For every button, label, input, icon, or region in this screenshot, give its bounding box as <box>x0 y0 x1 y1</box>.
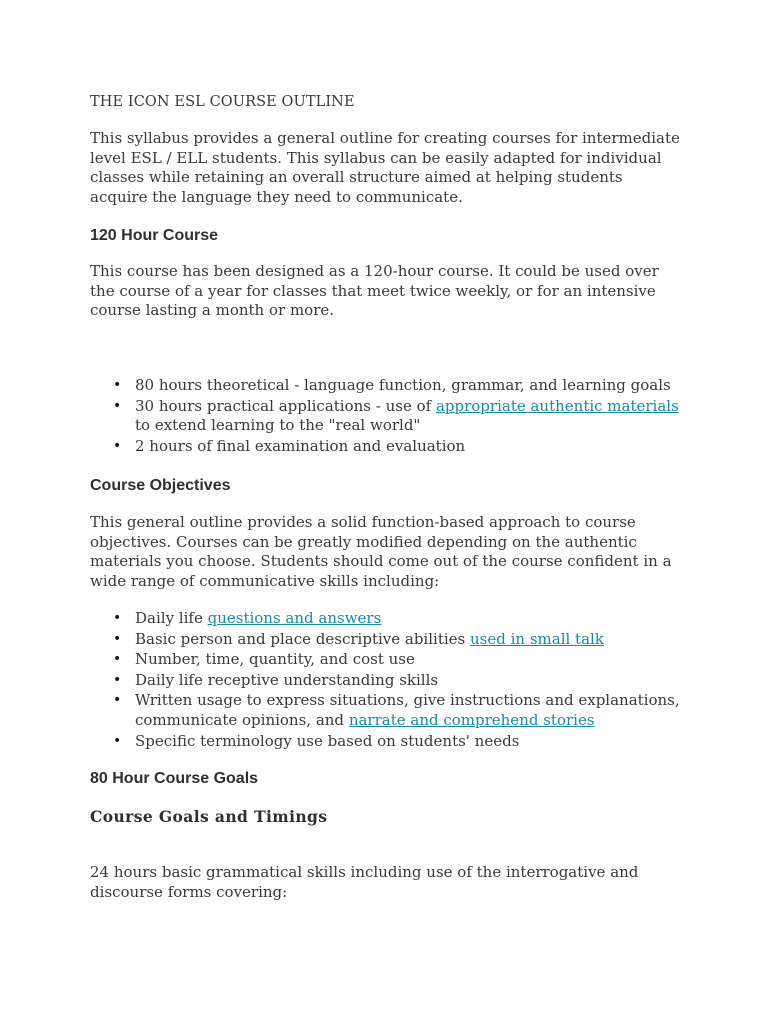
list-item-text: Basic person and place descriptive abilities <box>135 629 470 648</box>
list-item-text: Number, time, quantity, and cost use <box>135 650 415 669</box>
used-in-small-talk-link[interactable]: used in small talk <box>470 629 604 648</box>
bullet-icon: • <box>113 630 122 647</box>
heading-course-goals-and-timings: Course Goals and Timings <box>90 807 328 826</box>
course-120-paragraph: This course has been designed as a 120-hour course. It could be used over the course of a year for classes that meet twice weekly, or for an intensive course lasting a month or more. <box>90 262 659 319</box>
heading-120-hour-course: 120 Hour Course <box>90 227 219 244</box>
objectives-list <box>90 609 680 752</box>
heading-80-hour-course-goals: 80 Hour Course Goals <box>90 770 259 787</box>
list-item <box>90 397 680 437</box>
list-item <box>90 376 680 396</box>
list-item-text: Daily life <box>135 609 208 627</box>
list-item <box>90 437 680 457</box>
list-item-text: Daily life receptive understanding skills <box>135 670 439 689</box>
list-item <box>90 630 680 650</box>
bullet-icon: • <box>113 377 122 393</box>
list-item-text: 80 hours theoretical - language function, grammar, and learning goals <box>135 376 671 394</box>
questions-and-answers-link[interactable]: questions and answers <box>207 609 382 627</box>
intro-paragraph: This syllabus provides a general outline for creating courses for intermediate level ESL / ELL students. This syllabus can be easily adapted for individual classes while retaining an overall structure aimed at helping students acquire the language they need to communicate. <box>90 129 680 206</box>
list-item <box>90 691 680 731</box>
list-item <box>90 671 680 691</box>
list-item <box>90 732 680 752</box>
list-item <box>90 650 680 670</box>
heading-course-objectives: Course Objectives <box>90 477 231 494</box>
bullet-icon: • <box>113 610 122 626</box>
list-item-text: Specific terminology use based on students' needs <box>135 731 520 750</box>
bullet-icon: • <box>113 651 122 668</box>
list-item-text: 2 hours of final examination and evaluation <box>135 436 466 455</box>
bullet-icon: • <box>113 671 122 688</box>
bullet-icon: • <box>113 437 122 454</box>
list-item-text: Written usage to express situations, give instructions and explanations, communicate opinions, and <box>135 691 680 730</box>
list-item <box>90 609 680 629</box>
bullet-icon: • <box>113 397 122 414</box>
list-item-text: to extend learning to the "real world" <box>135 416 421 435</box>
document-title: THE ICON ESL COURSE OUTLINE <box>90 94 355 110</box>
objectives-paragraph: This general outline provides a solid function-based approach to course objectives. Courses can be greatly modified depending on the authentic materials you choose. Students should come out of the course confident in a wide range of communicative skills including: <box>90 513 672 590</box>
timings-paragraph: 24 hours basic grammatical skills including use of the interrogative and discourse forms covering: <box>90 863 639 901</box>
hours-breakdown-list <box>90 376 680 458</box>
bullet-icon: • <box>113 732 122 749</box>
appropriate-authentic-materials-link[interactable]: appropriate authentic materials <box>435 396 679 415</box>
bullet-icon: • <box>113 692 122 709</box>
list-item-text: 30 hours practical applications - use of <box>135 396 436 415</box>
narrate-and-comprehend-stories-link[interactable]: narrate and comprehend stories <box>348 711 595 730</box>
